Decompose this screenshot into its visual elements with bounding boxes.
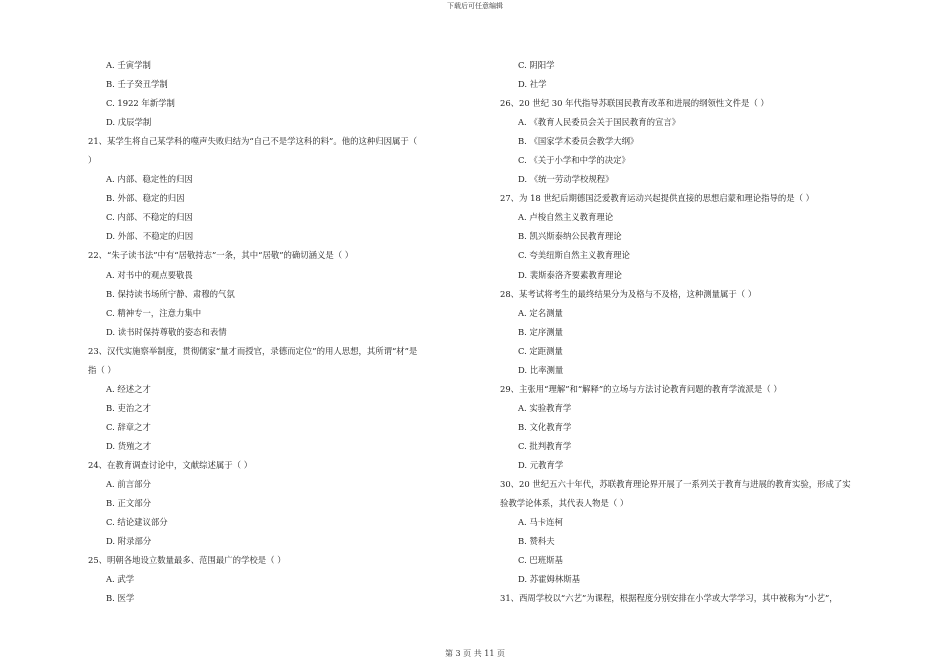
option-line: D. 外部、不稳定的归因 xyxy=(106,231,194,242)
option-line: C. 夸美纽斯自然主义教育理论 xyxy=(518,250,630,261)
option-line: C. 阴阳学 xyxy=(518,60,555,70)
option-line: C. 定距测量 xyxy=(518,345,563,356)
option-line: D. 苏霍姆林斯基 xyxy=(518,574,580,585)
question-line: 29、主张用“理解”和“解释”的立场与方法讨论教育问题的教育学流派是（ ） xyxy=(500,383,782,394)
option-line: B. 壬子癸丑学制 xyxy=(106,79,168,90)
option-line: B. 凯兴斯泰纳公民教育理论 xyxy=(518,231,622,242)
option-line: A. 内部、稳定性的归因 xyxy=(106,174,193,185)
option-line: A. 实验教育学 xyxy=(518,402,572,413)
option-line: B. 文化教育学 xyxy=(518,421,572,432)
option-line: D. 裴斯泰洛齐要素教育理论 xyxy=(518,269,622,280)
question-line: 28、某考试将考生的最终结果分为及格与不及格，这种测量属于（ ） xyxy=(500,288,757,299)
question-line: 26、20 世纪 30 年代指导苏联国民教育改革和进展的纲领性文件是（ ） xyxy=(500,98,769,109)
question-line: 30、20 世纪五六十年代，苏联教育理论界开展了一系列关于教育与进展的教育实验，形成了实 xyxy=(500,479,851,490)
option-line: A. 经述之才 xyxy=(106,383,151,394)
question-line: ） xyxy=(88,155,97,166)
option-line: C. 批判教育学 xyxy=(518,440,572,451)
option-line: D. 货殖之才 xyxy=(106,440,152,451)
option-line: A. 对书中的观点要敬畏 xyxy=(106,269,193,280)
question-line: 24、在教育调查讨论中，文献综述属于（ ） xyxy=(88,459,253,470)
question-line: 31、西周学校以“六艺”为课程，根据程度分别安排在小学或大学学习，其中被称为“小艺”， xyxy=(500,593,838,604)
option-line: C. 1922 年新学制 xyxy=(106,98,175,109)
option-line: B. 赞科夫 xyxy=(518,536,555,547)
option-line: A. 前言部分 xyxy=(106,479,151,490)
option-line: B. 正文部分 xyxy=(106,498,151,509)
question-line: 27、为 18 世纪后期德国泛爱教育运动兴起提供直接的思想启蒙和理论指导的是（ ） xyxy=(500,193,815,204)
option-line: A. 《教育人民委员会关于国民教育的宣言》 xyxy=(518,117,681,128)
option-line: D. 《统一劳动学校规程》 xyxy=(518,174,614,185)
option-line: C. 结论建议部分 xyxy=(106,517,168,528)
option-line: B. 医学 xyxy=(106,593,135,604)
option-line: B. 保持读书场所宁静、肃穆的气氛 xyxy=(106,288,235,299)
option-line: C. 巴班斯基 xyxy=(518,555,563,566)
option-line: A. 马卡连柯 xyxy=(518,517,563,528)
left-column xyxy=(88,56,518,608)
right-column xyxy=(500,56,920,608)
option-line: C. 《关于小学和中学的决定》 xyxy=(518,155,630,166)
option-line: B. 《国家学术委员会教学大纲》 xyxy=(518,136,639,147)
question-line: 22、“朱子读书法”中有“居敬持志”一条，其中“居敬”的确切涵义是（ ） xyxy=(88,250,354,261)
page-footer: 第 3 页 共 11 页 xyxy=(445,649,505,658)
question-line: 23、汉代实施察举制度，贯彻儒家“量才而授官，录德而定位”的用人思想，其所谓“材”是 xyxy=(88,345,418,356)
question-line: 25、明朝各地设立数量最多、范围最广的学校是（ ） xyxy=(88,555,286,566)
option-line: D. 元教育学 xyxy=(518,459,564,470)
option-line: C. 精神专一，注意力集中 xyxy=(106,307,202,318)
option-line: B. 定序测量 xyxy=(518,326,563,337)
question-line: 指（ ） xyxy=(88,364,116,375)
option-line: D. 读书时保持尊敬的姿态和表情 xyxy=(106,326,227,337)
option-line: D. 社学 xyxy=(518,79,547,90)
question-line: 验教学论体系，其代表人物是（ ） xyxy=(500,498,629,509)
option-line: B. 外部、稳定的归因 xyxy=(106,193,185,204)
question-line: 21、某学生将自己某学科的噬声失败归结为“自己不是学这科的料”。他的这种归因属于（ xyxy=(88,136,418,147)
option-line: A. 武学 xyxy=(106,574,135,585)
option-line: A. 壬寅学制 xyxy=(106,60,151,70)
page-header: 下载后可任意编辑 xyxy=(447,2,503,10)
option-line: B. 吏治之才 xyxy=(106,402,151,413)
option-line: D. 戊辰学制 xyxy=(106,117,152,128)
option-line: C. 辞章之才 xyxy=(106,421,151,432)
option-line: D. 比率测量 xyxy=(518,364,564,375)
option-line: A. 卢梭自然主义教育理论 xyxy=(518,212,614,223)
option-line: D. 附录部分 xyxy=(106,536,152,547)
option-line: A. 定名测量 xyxy=(518,307,563,318)
option-line: C. 内部、不稳定的归因 xyxy=(106,212,193,223)
